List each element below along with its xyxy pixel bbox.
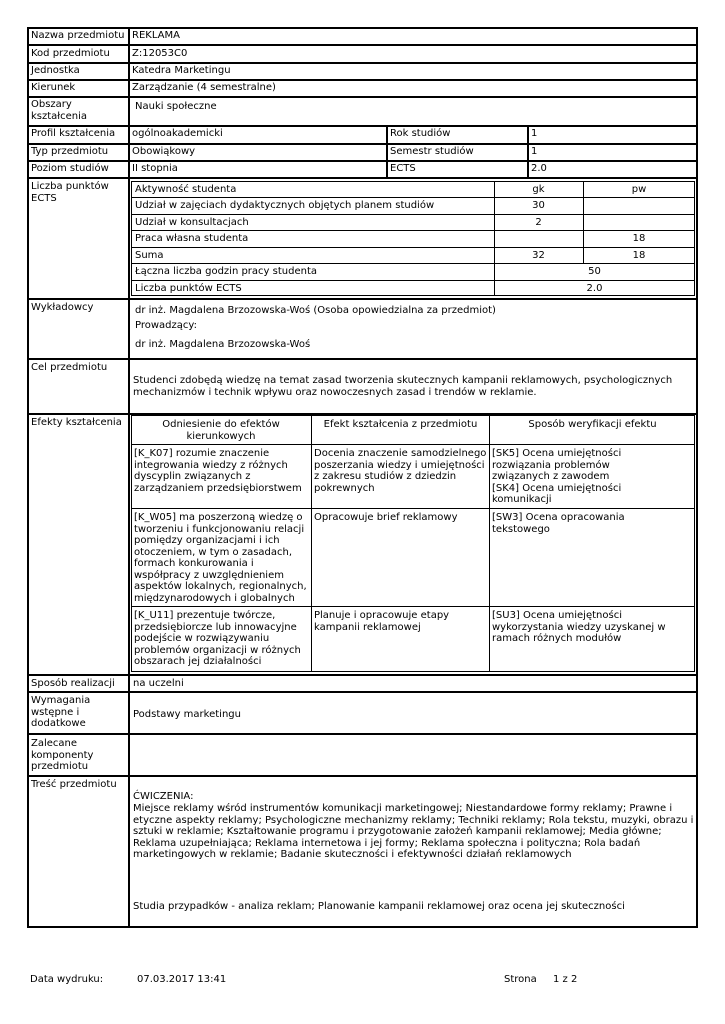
label-profil: Profil kształcenia — [31, 128, 116, 139]
ects-item-pw: 18 — [632, 250, 646, 261]
efekty-cell: [SU3] Ocena umiejętności wykorzystania wiedzy uzyskanej w ramach różnych modułów — [492, 610, 666, 644]
ects-header-gk: gk — [532, 184, 545, 195]
page-number: 1 z 2 — [553, 974, 578, 985]
value-kierunek: Zarządzanie (4 semestralne) — [132, 82, 276, 93]
label-semestr: Semestr studiów — [390, 146, 474, 157]
label-nazwa: Nazwa przedmiotu — [31, 30, 125, 41]
efekty-row-sep — [131, 508, 695, 509]
col-sep — [386, 125, 388, 178]
ects-item-gk: 2 — [535, 217, 542, 228]
efekty-row-sep — [131, 606, 695, 607]
row-sep — [27, 775, 698, 777]
lecturer-line: Prowadzący: — [135, 320, 197, 331]
label-poziom: Poziom studiów — [31, 163, 109, 174]
ects-sep — [131, 263, 695, 264]
efekty-cell: [K_K07] rozumie znaczenie integrowania wiedzy z różnych dyscyplin związanych z zarządzaniem przedsiębiorstwem — [134, 448, 302, 494]
ects-header-pw: pw — [631, 184, 647, 195]
ects-item-pw: 18 — [632, 233, 646, 244]
lecturer-line: dr inż. Magdalena Brzozowska-Woś — [135, 339, 311, 350]
col-sep — [527, 125, 529, 178]
efekty-cell: [K_W05] ma poszerzoną wiedzę o tworzeniu i funkcjonowaniu relacji pomiędzy organizacjami i ich otoczeniem, w tym o zasadach, formach konkurowania i współpracy z uwzględnieniem aspektów lokalnych, regionalnych, międzynarodowych i globalnych — [134, 512, 307, 604]
ects-item-gk: 30 — [532, 200, 545, 211]
efekty-row-sep — [131, 444, 695, 445]
value-typ: Obowiąkowy — [132, 146, 196, 157]
row-sep — [27, 62, 698, 64]
label-ects-short: ECTS — [390, 163, 416, 174]
page-label: Strona — [504, 974, 537, 985]
label-efekty: Efekty kształcenia — [31, 417, 122, 428]
efekty-cell: [K_U11] prezentuje twórcze, przedsiębiorcze lub innowacyjne podejście w rozwiązywaniu problemów organizacji w różnych obszarach jej działalności — [134, 610, 301, 667]
efekty-header: Efekt kształcenia z przedmiotu — [323, 419, 478, 430]
ects-total-hours-label: Łączna liczba godzin pracy studenta — [135, 266, 317, 277]
row-sep — [27, 44, 698, 46]
cel-text: Studenci zdobędą wiedzę na temat zasad tworzenia skutecznych kampanii reklamowych, psychologicznych mechanizmów i technik wpływu oraz nowoczesnych zasad i trendów w reklamie. — [133, 375, 673, 398]
lecturer-line: dr inż. Magdalena Brzozowska-Woś (Osoba opowiedzialna za przedmiot) — [135, 305, 496, 316]
label-typ: Typ przedmiotu — [31, 146, 109, 157]
label-sposob: Sposób realizacji — [31, 678, 115, 689]
value-jednostka: Katedra Marketingu — [132, 65, 231, 76]
ects-sep — [131, 280, 695, 281]
value-ects-short: 2.0 — [531, 163, 547, 174]
ects-item-name: Suma — [135, 250, 164, 261]
ects-sep — [131, 197, 695, 198]
value-kod: Z:12053C0 — [132, 48, 188, 59]
label-kod: Kod przedmiotu — [31, 48, 110, 59]
efekty-col-sep — [489, 415, 490, 672]
efekty-cell: [SW3] Ocena opracowania tekstowego — [492, 512, 625, 535]
ects-sep — [131, 214, 695, 215]
row-sep — [27, 125, 698, 127]
value-nazwa: REKLAMA — [132, 30, 180, 41]
row-sep — [27, 298, 698, 300]
label-ects: Liczba punktów ECTS — [31, 181, 109, 204]
row-sep — [27, 691, 698, 693]
value-semestr: 1 — [531, 146, 538, 157]
row-sep — [27, 79, 698, 81]
ects-item-name: Udział w zajęciach dydaktycznych objętych planem studiów — [135, 200, 435, 211]
label-zalecane: Zalecane komponenty przedmiotu — [31, 738, 94, 772]
label-jednostka: Jednostka — [31, 65, 80, 76]
tresc-heading: ĆWICZENIA: — [133, 791, 194, 802]
label-wykladowcy: Wykładowcy — [31, 302, 94, 313]
efekty-header: Odniesienie do efektów kierunkowych — [162, 419, 280, 442]
ects-total-points-value: 2.0 — [586, 283, 603, 294]
value-obszary: Nauki społeczne — [135, 101, 217, 112]
efekty-cell: Opracowuje brief reklamowy — [314, 512, 458, 523]
efekty-cell: [SK5] Ocena umiejętności rozwiązania problemów związanych z zawodem [SK4] Ocena umiejętności komunikacji — [492, 448, 622, 505]
ects-item-name: Praca własna studenta — [135, 233, 249, 244]
row-sep — [27, 143, 698, 145]
ects-sep — [131, 247, 695, 248]
print-date: 07.03.2017 13:41 — [137, 974, 227, 985]
row-sep — [27, 160, 698, 162]
efekty-col-sep — [311, 415, 312, 672]
ects-item-name: Udział w konsultacjach — [135, 217, 249, 228]
ects-total-hours-value: 50 — [588, 266, 601, 277]
value-wymagania: Podstawy marketingu — [133, 709, 241, 720]
value-rok: 1 — [531, 128, 538, 139]
label-wymagania: Wymagania wstępne i dodatkowe — [31, 695, 91, 729]
label-rok: Rok studiów — [390, 128, 451, 139]
efekty-cell: Docenia znaczenie samodzielnego poszerzania wiedzy i umiejętności z zakresu studiów z dziedzin pokrewnych — [314, 448, 487, 494]
ects-header-name: Aktywność studenta — [135, 184, 237, 195]
print-date-label: Data wydruku: — [30, 974, 104, 985]
efekty-header: Sposób weryfikacji efektu — [528, 419, 657, 430]
efekty-cell: Planuje i opracowuje etapy kampanii reklamowej — [314, 610, 450, 633]
row-sep — [27, 674, 698, 676]
row-sep — [27, 358, 698, 360]
value-poziom: II stopnia — [132, 163, 178, 174]
label-kierunek: Kierunek — [31, 82, 76, 93]
ects-col-sep — [494, 181, 495, 296]
value-sposob: na uczelni — [133, 678, 184, 689]
row-sep — [27, 177, 698, 179]
ects-sep — [131, 230, 695, 231]
tresc-extra: Studia przypadków - analiza reklam; Planowanie kampanii reklamowej oraz ocena jej skuteczności — [133, 901, 625, 912]
ects-total-points-label: Liczba punktów ECTS — [135, 283, 242, 294]
label-cel: Cel przedmiotu — [31, 362, 108, 373]
label-obszary: Obszary kształcenia — [31, 99, 88, 122]
row-sep — [27, 733, 698, 735]
row-sep — [27, 96, 698, 98]
ects-item-gk: 32 — [532, 250, 545, 261]
label-tresc: Treść przedmiotu — [31, 779, 117, 790]
column-divider — [128, 27, 130, 928]
value-profil: ogólnoakademicki — [132, 128, 223, 139]
tresc-body: Miejsce reklamy wśród instrumentów komunikacji marketingowej; Niestandardowe formy reklamy; Prawne i etyczne aspekty reklamy; Psychologiczne mechanizmy reklamy; Techniki reklamy; Rola tekstu, muzyki, obrazu i sztuki w reklamie; Kształtowanie programu i przygotowanie założeń kampanii reklamowej; Media główne; Reklama uzupełniająca; Reklama internetowa i jej formy; Reklama społeczna i polityczna; Rola badań marketingowych w reklamie; Badanie skuteczności i efektywności działań reklamowych — [133, 803, 694, 860]
